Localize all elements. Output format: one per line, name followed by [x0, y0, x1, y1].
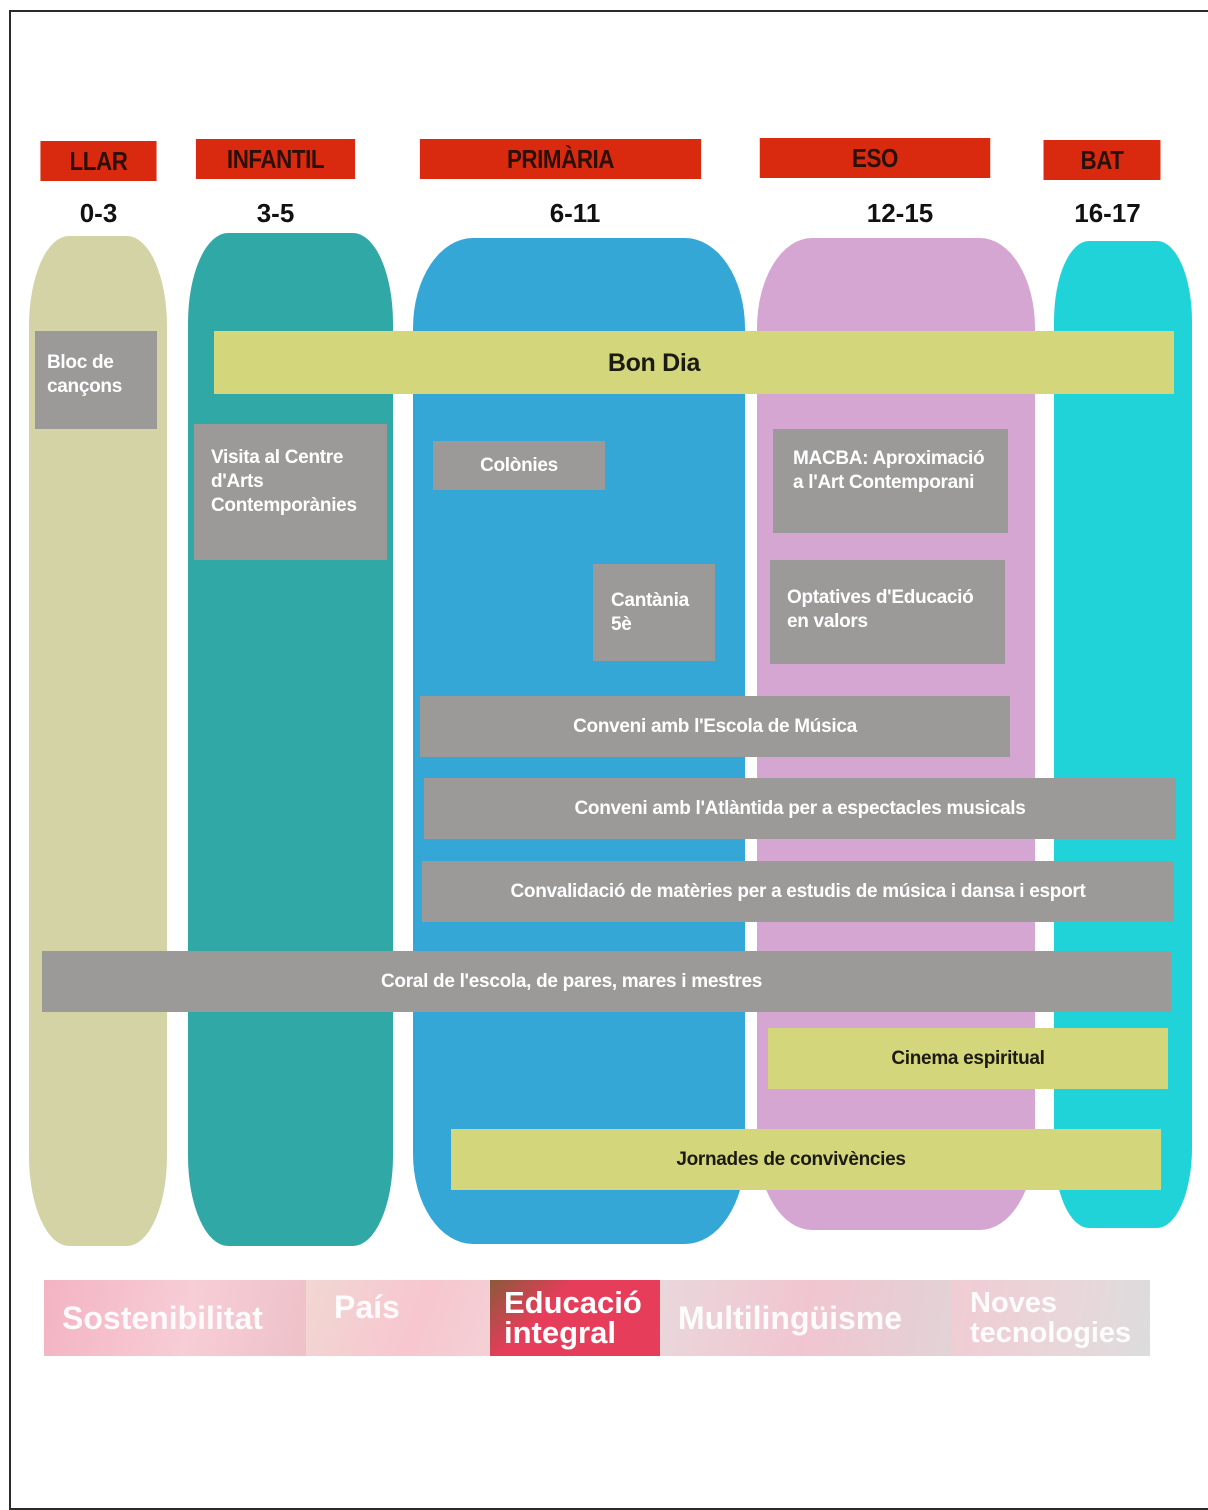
activity-visita-centre-arts: Visita al Centre d'Arts Contemporànies	[194, 424, 387, 560]
age-range-primaria: 6-11	[549, 197, 601, 228]
activity-optatives: Optatives d'Educació en valors	[770, 560, 1005, 664]
footer-tile-noves-tecnologies[interactable]: Noves tecnologies	[952, 1280, 1150, 1356]
footer-tile-pais[interactable]: País	[306, 1280, 490, 1356]
footer-tile-multilinguisme[interactable]: Multilingüisme	[660, 1280, 952, 1356]
activity-coral: Coral de l'escola, de pares, mares i mestres	[42, 951, 1171, 1012]
stage-header-primaria: PRIMÀRIA	[420, 139, 701, 179]
stage-header-eso: ESO	[760, 138, 990, 178]
activity-jornades-convivencies: Jornades de convivències	[451, 1129, 1161, 1190]
activity-conveni-escola-musica: Conveni amb l'Escola de Música	[420, 696, 1010, 757]
stage-header-bat: BAT	[1044, 140, 1161, 180]
age-range-eso: 12-15	[866, 197, 934, 228]
activity-cinema-espiritual: Cinema espiritual	[768, 1028, 1168, 1089]
activity-convalidacio: Convalidació de matèries per a estudis de música i dansa i esport	[422, 861, 1174, 922]
age-range-bat: 16-17	[1074, 197, 1141, 228]
activity-bon-dia: Bon Dia	[214, 331, 1174, 394]
footer-tile-educacio-integral[interactable]: Educació integral	[490, 1280, 660, 1356]
stage-header-infantil: INFANTIL	[196, 139, 355, 179]
age-range-llar: 0-3	[79, 197, 118, 228]
activity-cantania: Cantània 5è	[593, 564, 715, 661]
footer-tile-sostenibilitat[interactable]: Sostenibilitat	[44, 1280, 306, 1356]
stage-header-llar: LLAR	[40, 141, 156, 181]
age-range-infantil: 3-5	[256, 197, 295, 228]
activity-colonies: Colònies	[433, 441, 605, 490]
activity-bloc-de-cancons: Bloc de cançons	[35, 331, 157, 429]
activity-conveni-atlantida: Conveni amb l'Atlàntida per a espectacles musicals	[424, 778, 1176, 839]
activity-macba: MACBA: Aproximació a l'Art Contemporani	[773, 429, 1008, 533]
